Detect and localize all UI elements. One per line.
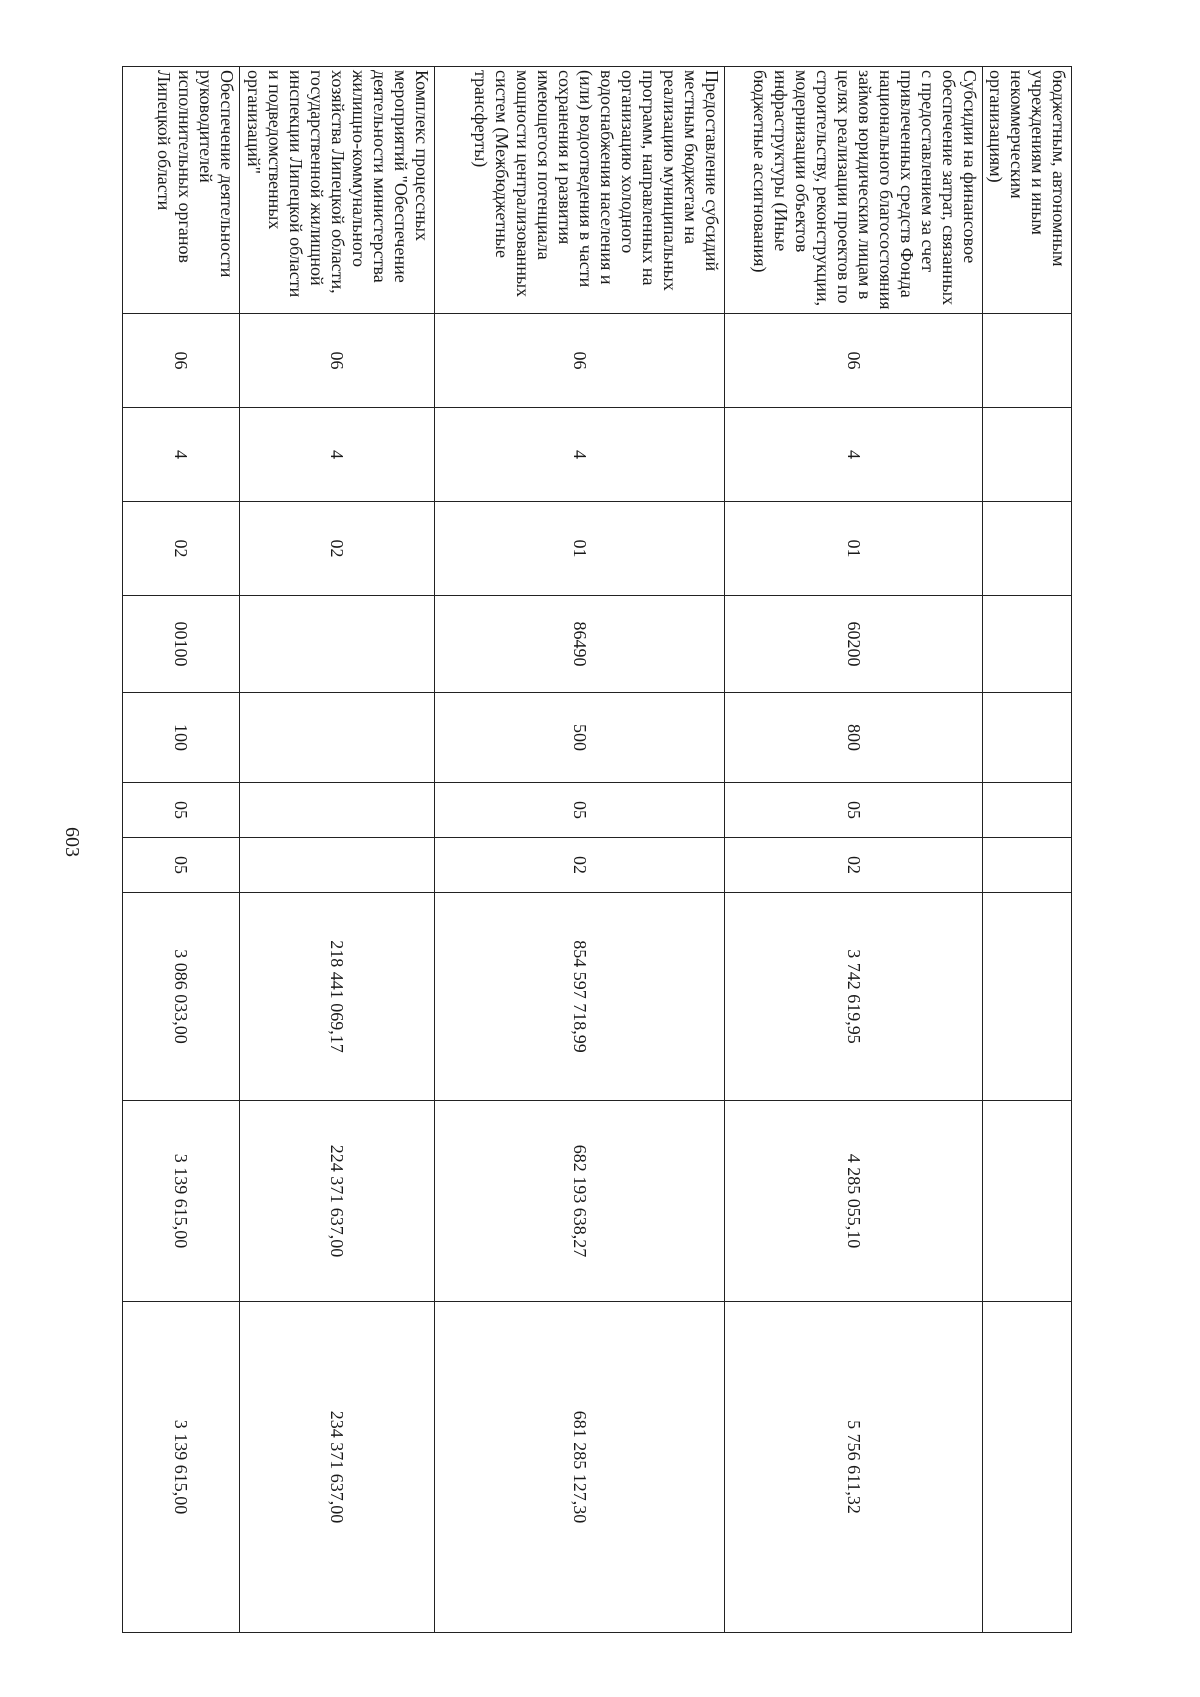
row-description: Предоставление субсидий местным бюджетам на реализацию муниципальных программ, направленных на организацию холодного водоснабжения населения и (или) водоотведения в части сохранения и развития имеющегося потенциала мощности централизованных систем (Межбюджетные трансферты) bbox=[435, 67, 725, 314]
code-expense-type: 500 bbox=[435, 693, 725, 783]
code-direction: 86490 bbox=[435, 596, 725, 693]
table-row bbox=[435, 67, 725, 1633]
code-subprogram-type: 4 bbox=[435, 408, 725, 502]
code-expense-type bbox=[983, 693, 1072, 783]
code-structural-element: 01 bbox=[435, 502, 725, 596]
table-row bbox=[240, 67, 435, 1633]
amount-year-1: 3 742 619,95 bbox=[725, 893, 983, 1101]
row-description: бюджетным, автономным учреждениям и иным некоммерческим организациям) bbox=[983, 67, 1072, 314]
code-program: 06 bbox=[725, 314, 983, 408]
code-subprogram-type bbox=[983, 408, 1072, 502]
amount-year-2 bbox=[983, 1101, 1072, 1302]
code-structural-element: 01 bbox=[725, 502, 983, 596]
row-description: Субсидии на финансовое обеспечение затрат, связанных с предоставлением за счет привлеченных средств Фонда национального благосостояния займов юридическим лицам в целях реализации проектов по строительству, реконструкции, модернизации объектов инфраструктуры (Иные бюджетные ассигнования) bbox=[725, 67, 983, 314]
code-subsection bbox=[983, 838, 1072, 893]
row-description: Обеспечение деятельности руководителей исполнительных органов Липецкой области bbox=[123, 67, 240, 314]
code-section bbox=[983, 783, 1072, 838]
code-subsection: 02 bbox=[725, 838, 983, 893]
page-number: 603 bbox=[61, 827, 83, 857]
code-program: 06 bbox=[435, 314, 725, 408]
rotated-page-content bbox=[132, 66, 1072, 1632]
amount-year-3 bbox=[983, 1302, 1072, 1633]
code-direction: 60200 bbox=[725, 596, 983, 693]
code-subprogram-type: 4 bbox=[240, 408, 435, 502]
amount-year-3: 681 285 127,30 bbox=[435, 1302, 725, 1633]
code-structural-element: 02 bbox=[123, 502, 240, 596]
code-direction bbox=[240, 596, 435, 693]
code-direction: 00100 bbox=[123, 596, 240, 693]
code-subprogram-type: 4 bbox=[123, 408, 240, 502]
code-subsection: 02 bbox=[435, 838, 725, 893]
amount-year-2: 3 139 615,00 bbox=[123, 1101, 240, 1302]
row-description: Комплекс процессных мероприятий "Обеспечение деятельности министерства жилищно-коммунального хозяйства Липецкой области, государственной жилищной инспекции Липецкой области и подведомственных организаций" bbox=[240, 67, 435, 314]
code-section: 05 bbox=[123, 783, 240, 838]
code-subsection: 05 bbox=[123, 838, 240, 893]
budget-allocation-table bbox=[122, 66, 1072, 1633]
code-program: 06 bbox=[240, 314, 435, 408]
amount-year-2: 4 285 055,10 bbox=[725, 1101, 983, 1302]
amount-year-3: 3 139 615,00 bbox=[123, 1302, 240, 1633]
amount-year-1: 3 086 033,00 bbox=[123, 893, 240, 1101]
code-structural-element bbox=[983, 502, 1072, 596]
table-row bbox=[123, 67, 240, 1633]
amount-year-1 bbox=[983, 893, 1072, 1101]
code-section: 05 bbox=[725, 783, 983, 838]
code-subsection bbox=[240, 838, 435, 893]
code-program bbox=[983, 314, 1072, 408]
amount-year-2: 682 193 638,27 bbox=[435, 1101, 725, 1302]
budget-table-container bbox=[132, 66, 1072, 1632]
amount-year-1: 854 597 718,99 bbox=[435, 893, 725, 1101]
amount-year-1: 218 441 069,17 bbox=[240, 893, 435, 1101]
code-section bbox=[240, 783, 435, 838]
code-section: 05 bbox=[435, 783, 725, 838]
code-expense-type bbox=[240, 693, 435, 783]
code-expense-type: 800 bbox=[725, 693, 983, 783]
code-subprogram-type: 4 bbox=[725, 408, 983, 502]
amount-year-3: 234 371 637,00 bbox=[240, 1302, 435, 1633]
code-expense-type: 100 bbox=[123, 693, 240, 783]
table-row bbox=[725, 67, 983, 1633]
amount-year-2: 224 371 637,00 bbox=[240, 1101, 435, 1302]
code-direction bbox=[983, 596, 1072, 693]
code-structural-element: 02 bbox=[240, 502, 435, 596]
amount-year-3: 5 756 611,32 bbox=[725, 1302, 983, 1633]
code-program: 06 bbox=[123, 314, 240, 408]
table-row bbox=[983, 67, 1072, 1633]
